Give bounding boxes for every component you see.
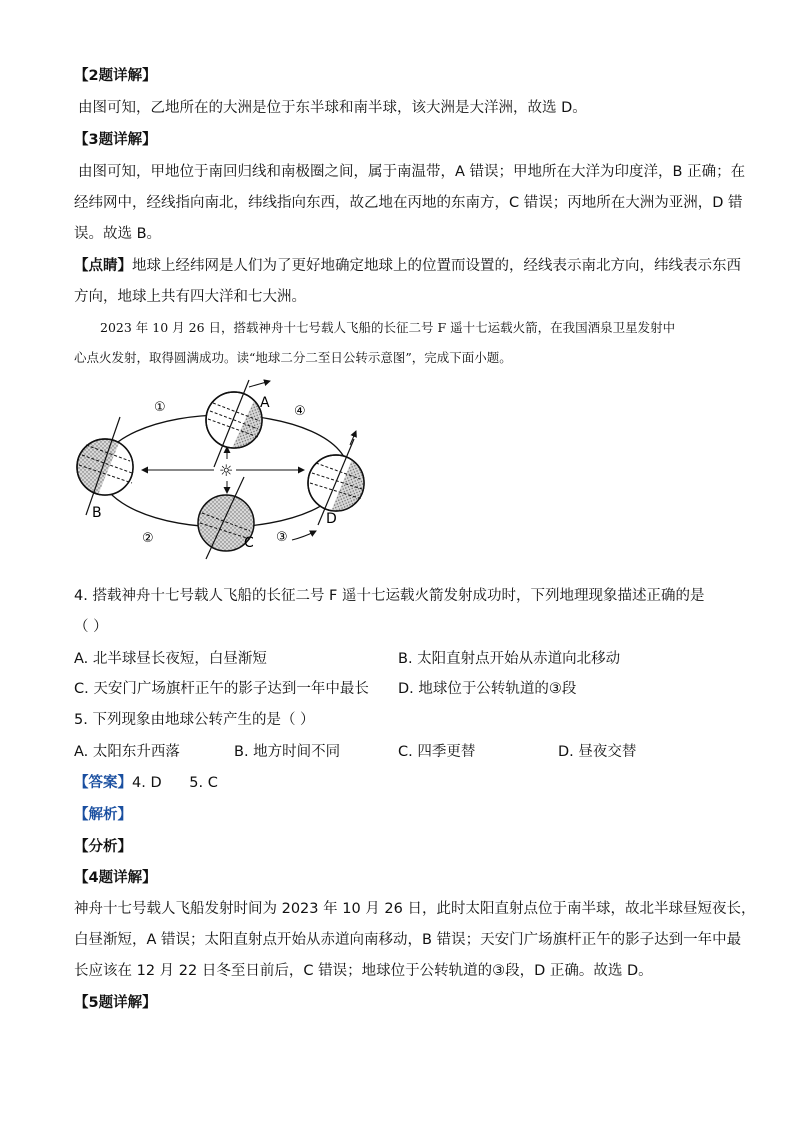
label-d: D xyxy=(326,511,337,527)
answer-text: 4. D 5. C xyxy=(132,775,218,791)
q3-line3: 误。故选 B。 xyxy=(74,226,162,242)
q3-line1: 由图可知，甲地位于南回归线和南极圈之间，属于南温带，A 错误；甲地所在大洋为印度洋，B 正确；在 xyxy=(78,164,746,180)
intro-line1: 2023 年 10 月 26 日，搭载神舟十七号载人飞船的长征二号 F 遥十七运载火箭，在我国酒泉卫星发射中 xyxy=(100,320,676,335)
sun-icon: ☼ xyxy=(219,461,234,480)
intro-line2: 心点火发射，取得圆满成功。读“地球二分二至日公转示意图”，完成下面小题。 xyxy=(74,350,512,365)
q5-option-c: C. 四季更替 xyxy=(398,744,476,760)
answer-tag: 【答案】 xyxy=(74,775,132,791)
tip-line2: 方向，地球上共有四大洋和七大洲。 xyxy=(74,289,306,305)
q4-stem1: 4. 搭载神舟十七号载人飞船的长征二号 F 遥十七运载火箭发射成功时，下列地理现象描述正确的是 xyxy=(74,588,705,604)
tip-tag: 【点睛】 xyxy=(74,258,132,274)
q4-option-b: B. 太阳直射点开始从赤道向北移动 xyxy=(398,651,621,667)
analysis-heading: 【解析】 xyxy=(74,807,132,823)
segment-2: ② xyxy=(142,531,154,546)
q4-option-d: D. 地球位于公转轨道的③段 xyxy=(398,681,577,697)
q3-line2: 经纬网中，经线指向南北，纬线指向东西，故乙地在丙地的东南方，C 错误；丙地所在大洲为亚洲，D 错 xyxy=(74,195,743,211)
tip-line1 xyxy=(74,256,741,276)
q4d-heading: 【4题详解】 xyxy=(74,870,157,886)
q4d-line3: 长应该在 12 月 22 日冬至日前后，C 错误；地球位于公转轨道的③段，D 正确。故选 D。 xyxy=(74,963,653,979)
earth-b xyxy=(77,417,160,519)
earth-d xyxy=(308,439,384,535)
q5-option-a: A. 太阳东升西落 xyxy=(74,744,180,760)
fenxi-heading: 【分析】 xyxy=(74,839,132,855)
earth-a xyxy=(206,380,294,473)
q4d-line2: 白昼渐短，A 错误；太阳直射点开始从赤道向南移动，B 错误；天安门广场旗杆正午的影子达到一年中最 xyxy=(74,932,742,948)
q4-option-c: C. 天安门广场旗杆正午的影子达到一年中最长 xyxy=(74,681,369,697)
q4-stem2: （ ） xyxy=(74,619,108,635)
label-a: A xyxy=(260,395,270,411)
segment-3: ③ xyxy=(276,530,288,545)
orbit-diagram xyxy=(74,375,384,570)
answer-line xyxy=(74,773,218,793)
segment-1: ① xyxy=(154,400,166,415)
segment-4: ④ xyxy=(294,404,306,419)
q4d-line1: 神舟十七号载人飞船发射时间为 2023 年 10 月 26 日，此时太阳直射点位于南半球，故北半球昼短夜长， xyxy=(74,901,756,917)
label-c: C xyxy=(244,535,254,551)
q4-option-a: A. 北半球昼长夜短，白昼渐短 xyxy=(74,651,267,667)
q5d-heading: 【5题详解】 xyxy=(74,995,157,1011)
q5-option-b: B. 地方时间不同 xyxy=(234,744,341,760)
q3-heading: 【3题详解】 xyxy=(74,132,157,148)
q5-stem: 5. 下列现象由地球公转产生的是（ ） xyxy=(74,712,315,728)
q5-option-d: D. 昼夜交替 xyxy=(558,744,637,760)
q2-line1: 由图可知，乙地所在的大洲是位于东半球和南半球，该大洲是大洋洲，故选 D。 xyxy=(78,100,587,116)
q2-heading: 【2题详解】 xyxy=(74,68,157,84)
label-b: B xyxy=(92,505,102,521)
tip-text: 地球上经纬网是人们为了更好地确定地球上的位置而设置的，经线表示南北方向，纬线表示东西 xyxy=(132,258,741,274)
